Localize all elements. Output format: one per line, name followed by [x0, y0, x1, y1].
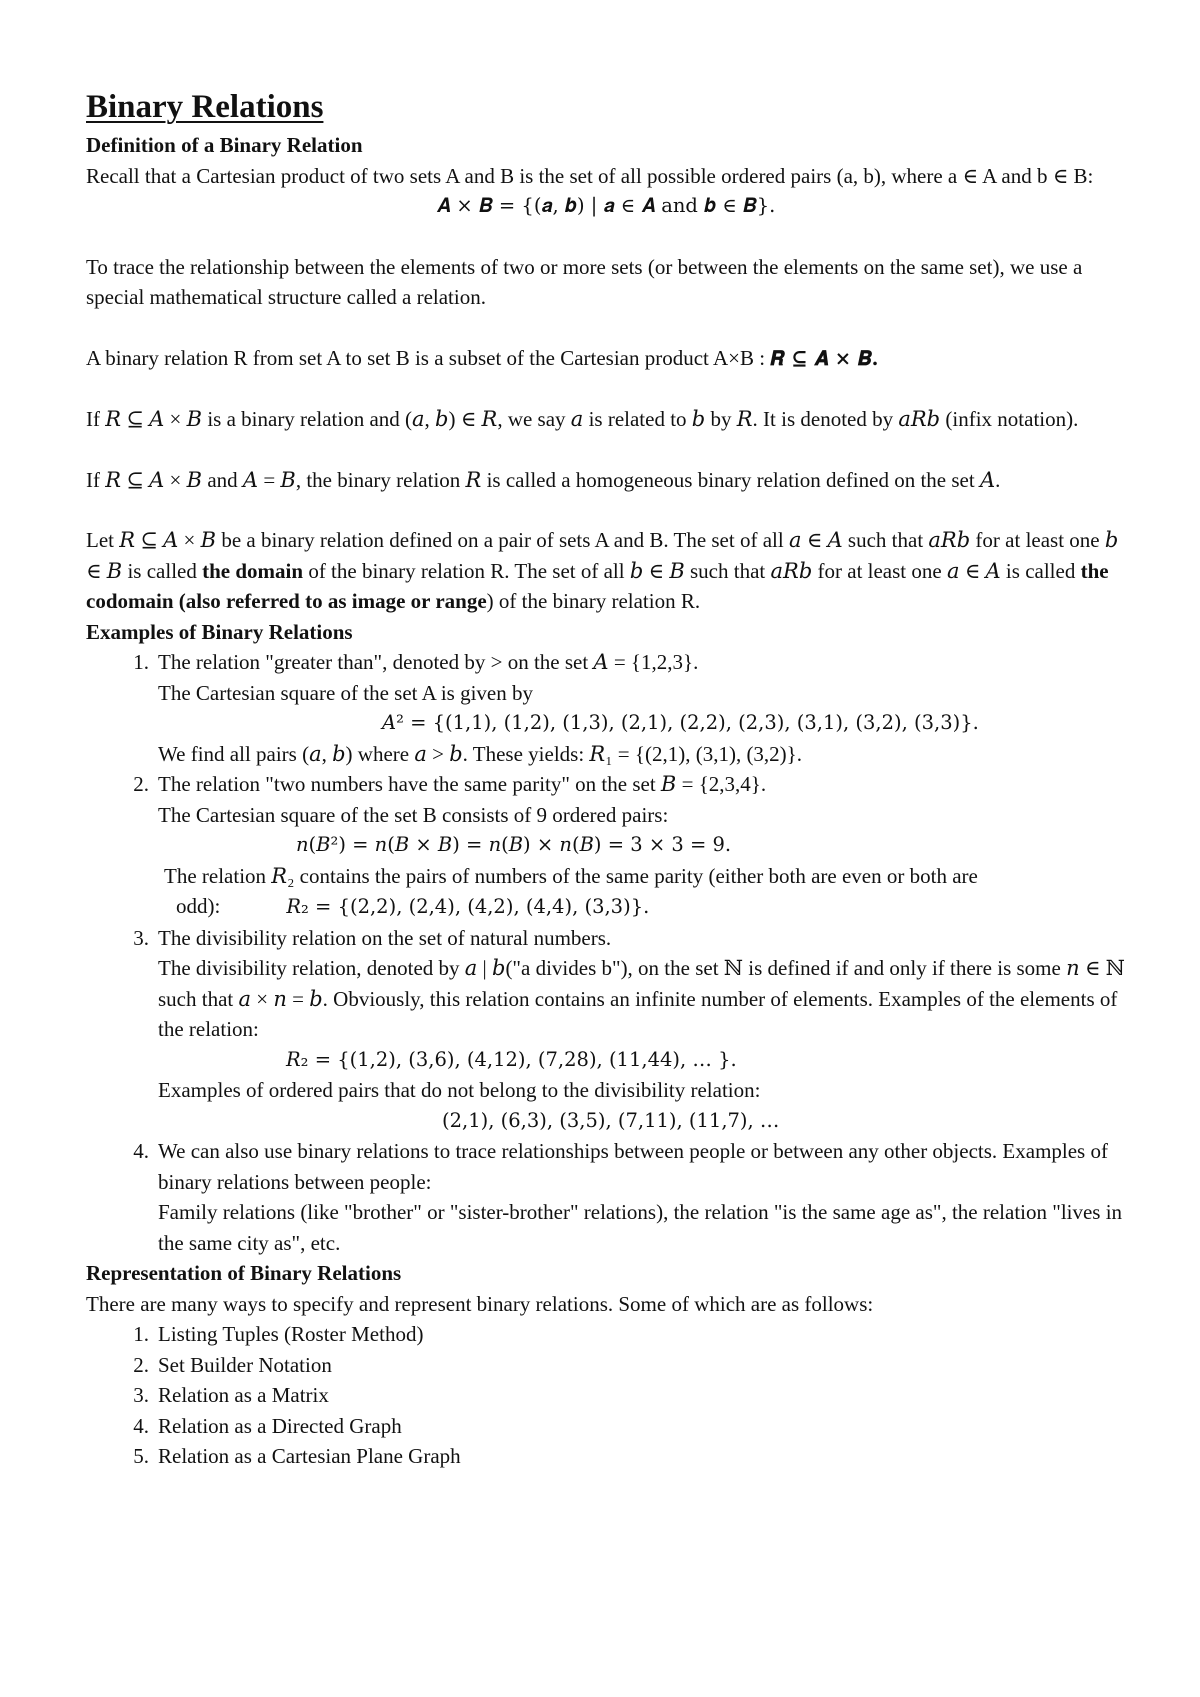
list-number: 2.: [133, 1352, 149, 1377]
list-item: [86, 1319, 1126, 1350]
example-text: Examples of ordered pairs that do not belong to the divisibility relation:: [158, 1078, 761, 1102]
example-text: The divisibility relation, denoted by 𝑎 | 𝑏("a divides b"), on the set ℕ is defined if and only if there is some 𝑛 ∈ ℕ such that 𝑎 × 𝑛 = 𝑏. Obviously, this relation contains an infinite number of elements. Examples of the elements of the relation:: [158, 956, 1125, 1041]
domain-text-1: Let 𝑅 ⊆ 𝐴 × 𝐵 be a binary relation defined on a pair of sets A and B. The set of all 𝑎 ∈ 𝐴 such that 𝑎𝑅𝑏 for at least one 𝑏 ∈ 𝐵 is called: [86, 528, 1119, 583]
example-text: We can also use binary relations to trace relationships between people or between any other objects. Examples of binary relations between people:: [158, 1139, 1108, 1194]
representation-heading: Representation of Binary Relations: [86, 1261, 402, 1285]
example-text: Family relations (like "brother" or "sister-brother" relations), the relation "is the same age as", the relation "lives in the same city as", etc.: [158, 1200, 1123, 1255]
example-odd-line: [158, 891, 1126, 923]
domain-text-3: ) of the binary relation R.: [486, 589, 701, 613]
list-item: [86, 1411, 1126, 1442]
example-formula: 𝑅₂ = {(2,2), (2,4), (4,2), (4,4), (3,3)}.: [286, 895, 650, 918]
examples-heading: Examples of Binary Relations: [86, 619, 353, 644]
list-number: 4.: [133, 1413, 149, 1438]
list-item-label: Relation as a Cartesian Plane Graph: [158, 1444, 461, 1468]
example-formula: 𝑛(𝐵²) = 𝑛(𝐵 × 𝐵) = 𝑛(𝐵) × 𝑛(𝐵) = 3 × 3 = 9.: [296, 833, 732, 856]
list-item-label: Set Builder Notation: [158, 1352, 332, 1377]
list-item-label: Relation as a Matrix: [158, 1383, 329, 1407]
example-item-3: [86, 923, 1126, 1137]
list-number: 3.: [133, 925, 149, 950]
trace-paragraph: To trace the relationship between the elements of two or more sets (or between the elements on the same set), we use a special mathematical structure called a relation.: [86, 254, 1083, 309]
example-text: We find all pairs (𝑎, 𝑏) where 𝑎 > 𝑏. These yields: 𝑅₁ = {(2,1), (3,1), (3,2)}.: [158, 741, 803, 766]
list-item: [86, 1350, 1126, 1381]
example-formula: 𝐴² = {(1,1), (1,2), (1,3), (2,1), (2,2), (2,3), (3,1), (3,2), (3,3)}.: [382, 711, 979, 734]
example-item-1: [86, 647, 1126, 769]
example-item-2: [86, 769, 1126, 923]
example-text: odd):: [176, 894, 221, 918]
example-formula: 𝑅₂ = {(1,2), (3,6), (4,12), (7,28), (11,44), … }.: [286, 1047, 737, 1071]
list-item: [86, 1441, 1126, 1472]
binary-definition-formula: 𝑹 ⊆ 𝑨 × 𝑩.: [770, 346, 879, 370]
domain-term: the domain: [202, 558, 304, 583]
list-number: 2.: [133, 772, 149, 796]
list-item-label: Listing Tuples (Roster Method): [158, 1322, 424, 1346]
representation-intro: There are many ways to specify and represent binary relations. Some of which are as follows:: [86, 1291, 874, 1316]
example-text: The Cartesian square of the set A is given by: [158, 680, 533, 705]
example-text: The relation 𝑅₂ contains the pairs of numbers of the same parity (either both are even or both are: [164, 863, 978, 888]
representation-list: [86, 1319, 1126, 1472]
document-page: [86, 88, 1126, 1472]
list-item-label: Relation as a Directed Graph: [158, 1413, 402, 1438]
list-number: 3.: [133, 1383, 149, 1407]
domain-text-2: of the binary relation R. The set of all 𝑏 ∈ 𝐵 such that 𝑎𝑅𝑏 for at least one 𝑎 ∈ 𝐴 is called: [303, 558, 1081, 583]
definition-intro: Recall that a Cartesian product of two sets A and B is the set of all possible ordered pairs (a, b), where a ∈ A and b ∈ B:: [86, 163, 1094, 188]
related-paragraph: If 𝑅 ⊆ 𝐴 × 𝐵 is a binary relation and (𝑎, 𝑏) ∈ 𝑅, we say 𝑎 is related to 𝑏 by 𝑅. It is denoted by 𝑎𝑅𝑏 (infix notation).: [86, 407, 1079, 431]
examples-list: [86, 647, 1126, 1258]
codomain-term: the codomain (also referred to as image or range: [86, 558, 1109, 613]
list-number: 5.: [133, 1444, 149, 1468]
example-item-4: [86, 1136, 1126, 1258]
list-number: 4.: [133, 1139, 149, 1163]
example-text: The relation "greater than", denoted by > on the set 𝐴 = {1,2,3}.: [158, 650, 699, 674]
binary-definition-paragraph: [86, 343, 1126, 375]
example-text: The Cartesian square of the set B consists of 9 ordered pairs:: [158, 802, 669, 827]
example-text: The relation "two numbers have the same parity" on the set 𝐵 = {2,3,4}.: [158, 772, 767, 796]
list-number: 1.: [133, 650, 149, 674]
example-text: The divisibility relation on the set of natural numbers.: [158, 925, 612, 950]
definition-heading: Definition of a Binary Relation: [86, 133, 363, 157]
example-formula: (2,1), (6,3), (3,5), (7,11), (11,7), …: [442, 1108, 780, 1132]
list-number: 1.: [133, 1322, 149, 1346]
cartesian-formula: 𝑨 × 𝑩 = {(𝒂, 𝒃) | 𝒂 ∈ 𝑨 and 𝒃 ∈ 𝑩}.: [436, 194, 776, 217]
domain-paragraph: [86, 525, 1126, 617]
homogeneous-paragraph: If 𝑅 ⊆ 𝐴 × 𝐵 and 𝐴 = 𝐵, the binary relation 𝑅 is called a homogeneous binary relation defined on the set 𝐴.: [86, 467, 1001, 492]
page-title: Binary Relations: [86, 89, 324, 125]
binary-definition-text: A binary relation R from set A to set B is a subset of the Cartesian product A×B :: [86, 345, 771, 370]
list-item: [86, 1380, 1126, 1411]
